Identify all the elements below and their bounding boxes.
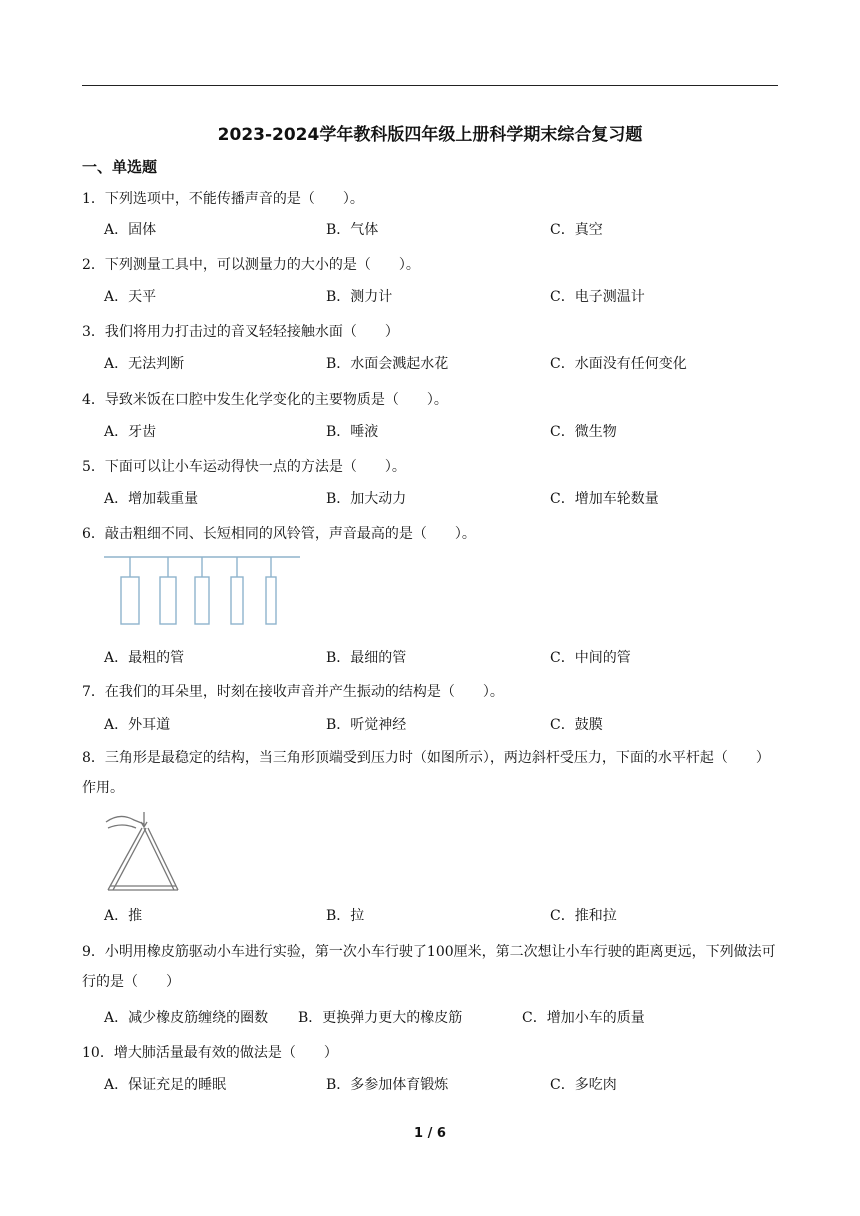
question-5: 5．下面可以让小车运动得快一点的方法是（ ）。 [82,459,406,475]
q2-option-b: B．测力计 [326,289,393,305]
question-9: 9．小明用橡皮筋驱动小车进行实验，第一次小车行驶了100厘米，第二次想让小车行驶的距离更远，下列做法可行的是（ ） [82,944,776,990]
q3-option-c: C．水面没有任何变化 [550,356,687,372]
question-4: 4．导致米饭在口腔中发生化学变化的主要物质是（ ）。 [82,392,448,408]
q5-option-b: B．加大动力 [326,491,407,507]
q8-option-c: C．推和拉 [550,908,617,924]
q4-option-c: C．微生物 [550,424,617,440]
question-2: 2．下列测量工具中，可以测量力的大小的是（ ）。 [82,257,420,273]
q6-option-c: C．中间的管 [550,650,631,666]
q9-option-b: B．更换弹力更大的橡皮筋 [298,1010,463,1026]
q10-option-b: B．多参加体育锻炼 [326,1077,449,1093]
q8-option-a: A．推 [104,908,143,924]
q7-option-b: B．听觉神经 [326,717,407,733]
document-title: 2023-2024学年教科版四年级上册科学期末综合复习题 [217,125,643,145]
q8-option-b: B．拉 [326,908,365,924]
q1-option-b: B．气体 [326,222,379,238]
q2-option-a: A．天平 [104,289,157,305]
wind-chime-tubes-figure [104,555,304,630]
question-8: 8．三角形是最稳定的结构，当三角形顶端受到压力时（如图所示），两边斜杆受压力，下面的水平杆起（ ）作用。 [82,750,770,796]
question-10: 10．增大肺活量最有效的做法是（ ） [82,1045,338,1061]
question-7: 7．在我们的耳朵里，时刻在接收声音并产生振动的结构是（ ）。 [82,684,504,700]
q2-option-c: C．电子测温计 [550,289,645,305]
question-3: 3．我们将用力打击过的音叉轻轻接触水面（ ） [82,324,399,340]
q3-option-a: A．无法判断 [104,356,185,372]
q5-option-c: C．增加车轮数量 [550,491,659,507]
q6-option-b: B．最细的管 [326,650,407,666]
question-1: 1．下列选项中，不能传播声音的是（ ）。 [82,191,364,207]
q3-option-b: B．水面会溅起水花 [326,356,449,372]
q5-option-a: A．增加载重量 [104,491,199,507]
q6-option-a: A．最粗的管 [104,650,185,666]
q7-option-c: C．鼓膜 [550,717,603,733]
q9-option-a: A．减少橡皮筋缠绕的圈数 [104,1010,269,1026]
question-6: 6．敲击粗细不同、长短相同的风铃管，声音最高的是（ ）。 [82,526,476,542]
q4-option-b: B．唾液 [326,424,379,440]
q1-option-a: A．固体 [104,222,157,238]
q10-option-a: A．保证充足的睡眠 [104,1077,227,1093]
q1-option-c: C．真空 [550,222,603,238]
header-rule [82,85,778,86]
q7-option-a: A．外耳道 [104,717,171,733]
page-number: 1 / 6 [414,1126,446,1141]
section-heading: 一、单选题 [82,158,158,176]
q10-option-c: C．多吃肉 [550,1077,617,1093]
q4-option-a: A．牙齿 [104,424,157,440]
q9-option-c: C．增加小车的质量 [522,1010,645,1026]
triangle-structure-figure [100,810,180,895]
